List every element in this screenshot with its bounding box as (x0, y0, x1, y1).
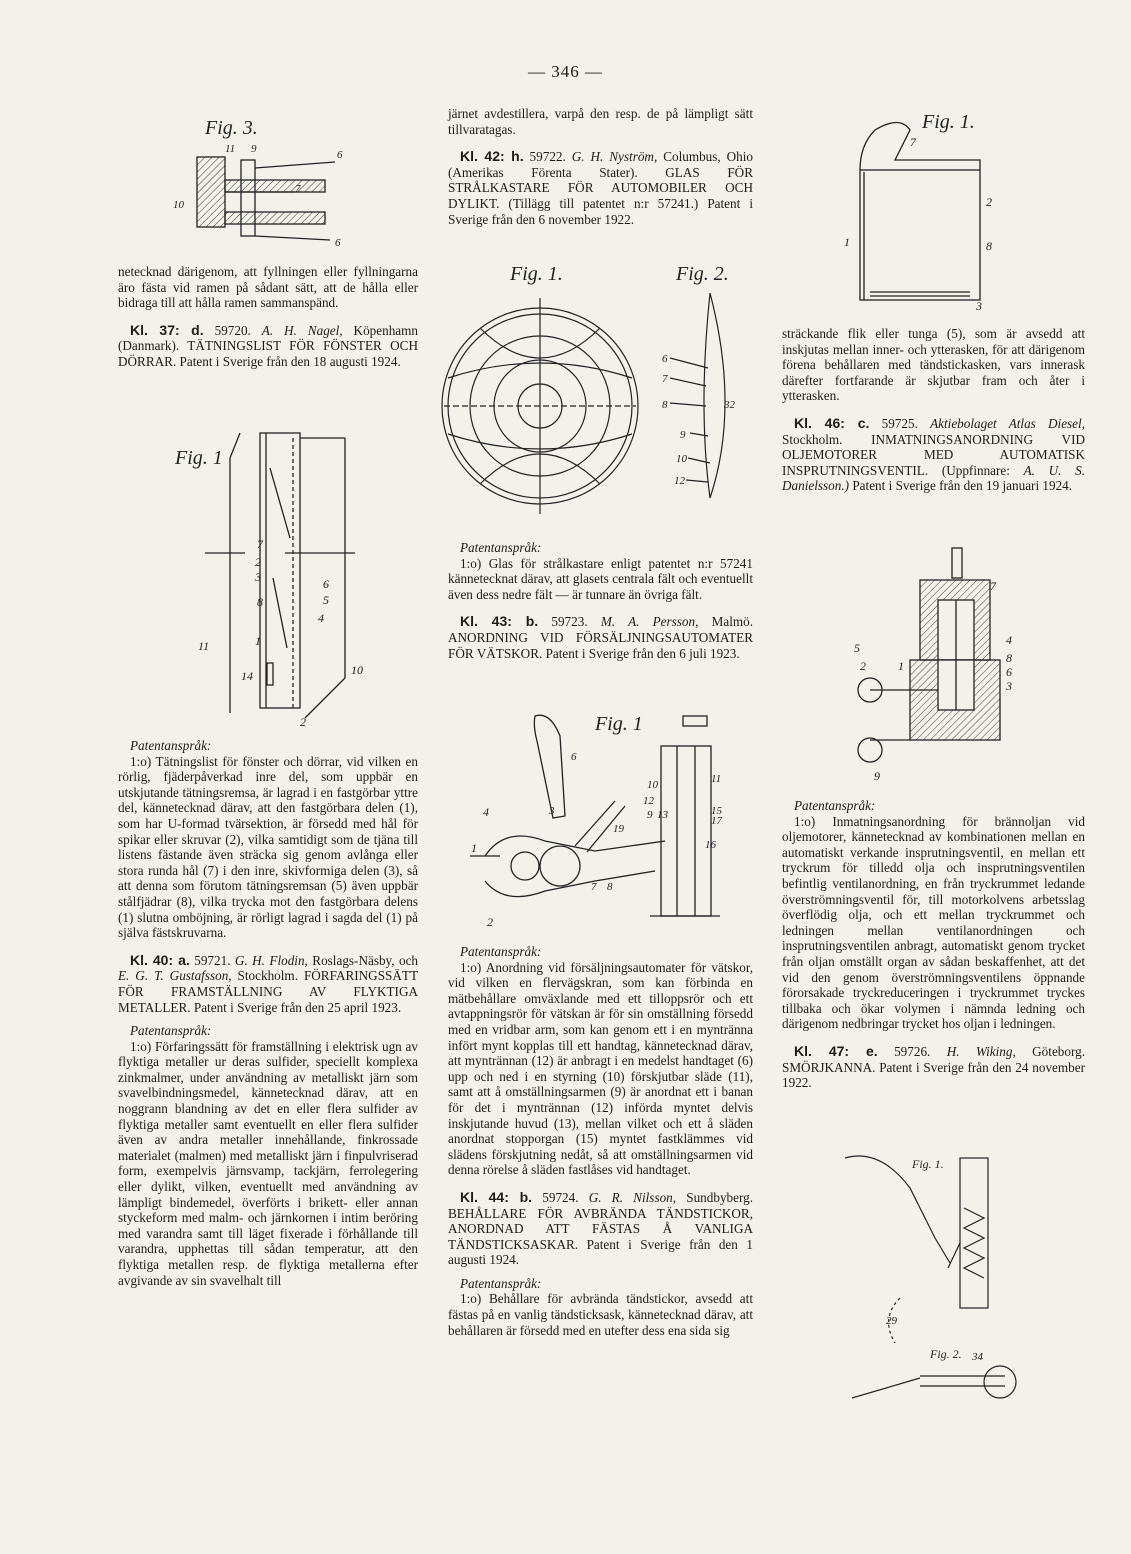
claim-59725: 1:o) Inmatningsanordning för brännoljan vid oljemotorer, kännetecknad av kombinationen mellan en automatiskt verkande insprutningsventil, en mellan ett tryckrum för tilledd olja och insprutningsventilen befintlig ventilanordning, en från tryckrummet ledande överströmningsventil för, till motorkolvens arbetsslag överflödig olja, och ett mellan tryckrummet och ledningen mellan ventilanordningen och insprutningsventilen anbragt, automatiskt genom trycket från oljan omställt organ av sådan beskaffenhet, att det vid den genom överströmningsventilens öppnande förorsakade tryckreduceringen i tryckrummet tryckes tillbaka och ökar volymen i nämnda ledning och därigenom nedbringar trycket hos oljan i ledningen. (782, 813, 1085, 1032)
svg-text:15: 15 (711, 805, 722, 817)
col2-intro: järnet avdestillera, varpå den resp. de på lämpligt sätt tillvaratagas. (448, 106, 753, 137)
figure-headlamp-glass (440, 258, 760, 528)
figure-vending-machine (465, 706, 740, 931)
claim-59723: 1:o) Anordning vid försäljningsautomater för vätskor, vid vilken en flervägskran, som kan förbinda en mätbehållare omväxlande med ett tilloppsrör och ett avtappningsrör för vätskan är för sin omställning försedd med en vridbar arm, som kan genom ett i en myntränna infört mynt kopplas till ett handtag, kännetecknad därav, att myntrännan (12) är anbragt i en medelst handtaget (6) upp och ned i en styrning (10) förskjutbar släde (11), samt att å omställningsarmen (9) är anordnat ett i banan för det i myntrännan (12) införda myntet delvis inskjutande huvud (13), mellan vilket och ett å släden anordnat stopporgan (15) myntet fastklämmes vid slädens förskjutning nedåt, så att omställningsarmen vid denna rörelse å släden fastlåses vid handtaget. (448, 959, 753, 1178)
svg-text:14: 14 (241, 669, 253, 683)
claim-59721: 1:o) Förfaringssätt för framställning i elektrisk ugn av flyktiga metaller ur deras sulfider, speciellt komplexa zinkmalmer, under användning av metalliskt järn som svavelbindningsmedel, kännetecknad därav, att en noggrann blandning av det en eller flera sulfider av flyktiga metaller samt eventuellt en eller flera sulfider även av andra metaller innehållande, finkrossade materialet (malmen) med metalliskt järn i finpulvriserad form, exempelvis järnsvamp, tackjärn, ferrolegering eller dylikt, vilken, eventuellt med användning av lämpligt bindemedel, överförts i brikett- eller annan styckeform med malm- och järnkornen i intim beröring med varandra samt till läget fixerade i förhållande till varandra, upphettas till sådan temperatur, att den flyktiga metallen resp. de flyktiga metallerna efter avgivande av sin svavelhalt till (118, 1038, 418, 1288)
svg-text:Fig. 1.: Fig. 1. (912, 1157, 944, 1171)
svg-text:4: 4 (318, 611, 324, 625)
figure-injection-valve (840, 540, 1040, 790)
column-1-lower (118, 730, 418, 1288)
svg-text:Fig. 2.: Fig. 2. (930, 1347, 962, 1361)
svg-text:11: 11 (225, 143, 236, 155)
svg-text:17: 17 (711, 815, 722, 827)
claim-59720: 1:o) Tätningslist för fönster och dörrar, vid vilken en rörlig, fjäderpåverkad inre del, som uppbär en utskjutande tätningsremsa, är lagrad i en fastgörbar yttre del, kännetecknad därav, att den fastgörbara delen (1), som har U-formad tvärsektion, är försedd med hål för spikar eller skruvar (2), vilka samtidigt som de tjäna till listens fästande även sträcka sig genom avlånga eller stora runda hål (7) i den inre, skivformiga delen (3), så att denna som förutom tätningsremsan (5) även uppbär stålfjädrar (8), vilka trycka mot den fastgörbara delens (1) slutna omböjning, är rörligt lagrad i sagda del (1) på själva fästskruvarna. (118, 753, 418, 941)
svg-text:6: 6 (323, 577, 329, 591)
svg-text:6: 6 (337, 149, 343, 161)
figure-3-window-frame (165, 112, 355, 252)
claim-heading: Patentanspråk: (460, 540, 542, 555)
svg-text:3: 3 (549, 805, 555, 817)
column-1 (118, 264, 418, 370)
svg-text:34: 34 (972, 1351, 983, 1363)
claim-heading: Patentanspråk: (460, 944, 542, 959)
patent-entry-59724: Kl. 44: b. 59724. G. R. Nilsson, Sundbyberg. BEHÅLLARE FÖR AVBRÄNDA TÄNDSTICKOR, ANORDNAD ATT FÄSTAS Å VANLIGA TÄNDSTICKSASKAR. Patent i Sverige från den 1 augusti 1924. Patentanspråk: 1:o) Behållare för avbrända tändstickor, avsedd att fästas på en vanlig tändsticksask, kännetecknad därav, att behållaren är försedd med en utefter dess ena sida sig (448, 1188, 754, 1338)
svg-text:10: 10 (676, 453, 687, 465)
svg-text:12: 12 (674, 475, 685, 487)
svg-text:8: 8 (1006, 651, 1012, 665)
svg-text:Fig. 1: Fig. 1 (175, 447, 223, 469)
page-number: — 346 — (528, 62, 603, 81)
svg-text:8: 8 (607, 881, 613, 893)
svg-text:6: 6 (571, 751, 577, 763)
svg-text:3: 3 (976, 299, 982, 313)
svg-text:5: 5 (323, 593, 329, 607)
claim-heading: Patentanspråk: (130, 738, 212, 753)
svg-text:2: 2 (300, 715, 306, 728)
svg-text:Fig. 2.: Fig. 2. (676, 263, 729, 285)
claim-heading: Patentanspråk: (460, 1275, 542, 1291)
claim-59722: 1:o) Glas för strålkastare enligt patentet n:r 57241 kännetecknat därav, att glasets centrala fält och eventuellt även dess nedre fält — är tunnare än övriga fält. (448, 555, 753, 602)
svg-text:10: 10 (647, 779, 658, 791)
svg-text:7: 7 (910, 135, 916, 149)
svg-text:1: 1 (471, 841, 477, 855)
patent-entry-59726: Kl. 47: e. 59726. H. Wiking, Göteborg. SMÖRJKANNA. Patent i Sverige från den 24 november 1922. (782, 1042, 1086, 1091)
column-3 (782, 326, 1085, 494)
svg-text:6: 6 (1006, 665, 1012, 679)
column-2-lower (448, 936, 753, 1338)
patent-entry-59725: Kl. 46: c. 59725. Aktiebolaget Atlas Diesel, Stockholm. INMATNINGSANORDNING VID OLJEMOTORER MED AUTOMATISK INSPRUTNINGSVENTIL. (Uppfinnare: A. U. S. Danielsson.) Patent i Sverige från den 19 januari 1924. (782, 414, 1086, 494)
svg-text:7: 7 (990, 579, 996, 593)
svg-text:10: 10 (351, 663, 363, 677)
svg-text:6: 6 (335, 237, 341, 249)
svg-text:6: 6 (662, 353, 668, 365)
svg-text:2: 2 (860, 659, 866, 673)
claim-heading: Patentanspråk: (794, 798, 876, 813)
claim-59724: 1:o) Behållare för avbrända tändstickor, avsedd att fästas på en vanlig tändsticksask, kännetecknad därav, att behållaren är försedd med en utefter dess ena sida sig (448, 1291, 753, 1338)
figure-oil-can (840, 1148, 1050, 1418)
svg-text:1: 1 (898, 659, 904, 673)
patent-entry-59720: Kl. 37: d. 59720. A. H. Nagel, Köpenhamn (Danmark). TÄTNINGSLIST FÖR FÖNSTER OCH DÖRRAR. Patent i Sverige från den 18 augusti 1924. (118, 321, 419, 369)
column-2-middle (448, 532, 753, 661)
svg-text:7: 7 (257, 537, 263, 551)
patent-entry-59721: Kl. 40: a. 59721. G. H. Flodin, Roslags-Näsby, och E. G. T. Gustafsson, Stockholm. FÖRFARINGSSÄTT FÖR FRAMSTÄLLNING AV FLYKTIGA METALLER. Patent i Sverige från den 25 april 1923. Patentanspråk: 1:o) Förfaringssätt för framställning i elektrisk ugn av flyktiga metaller ur deras sulfider, speciellt komplexa zinkmalmer, under användning av metalliskt järn som svavelbindningsmedel, kännetecknad därav, att en noggrann blandning av det en eller flera sulfider av flyktiga metaller samt eventuellt en eller flera sulfider även av andra metaller innehållande, finkrossade materialet (malmen) med metalliskt järn i finpulvriserad form, exempelvis järnsvamp, tackjärn, ferrolegering eller dylikt, vilken, eventuellt med användning av lämpligt bindemedel, överförts i brikett- eller annan styckeform med malm- och järnkornen i intim beröring med varandra samt till läget fixerade i förhållande till varandra, upphettas till sådan temperatur, att den flyktiga metallen resp. de flyktiga metallerna efter avgivande av sin svavelhalt till (118, 951, 419, 1288)
svg-text:Fig. 1.: Fig. 1. (922, 111, 975, 133)
fig3-label: Fig. 3. (205, 117, 258, 139)
figure-matchbox-holder (800, 100, 1030, 320)
svg-text:8: 8 (257, 595, 263, 609)
svg-text:9: 9 (647, 809, 653, 821)
claim-heading: Patentanspråk: (130, 1023, 212, 1039)
svg-text:16: 16 (705, 839, 716, 851)
svg-text:2: 2 (487, 915, 493, 929)
svg-text:2: 2 (986, 195, 992, 209)
col1-intro: netecknad därigenom, att fyllningen eller fyllningarna äro fästa vid ramen på sådant sätt, att de hålla eller bidraga till att hålla ramen sammanspänd. (118, 264, 418, 311)
svg-text:29: 29 (886, 1315, 897, 1327)
svg-text:9: 9 (680, 429, 686, 441)
svg-text:Fig. 1.: Fig. 1. (510, 263, 563, 285)
svg-text:12: 12 (643, 795, 654, 807)
svg-text:1: 1 (255, 634, 261, 648)
svg-text:7: 7 (591, 881, 597, 893)
svg-text:9: 9 (251, 143, 257, 155)
svg-text:5: 5 (854, 641, 860, 655)
svg-text:8: 8 (662, 399, 668, 411)
col3-intro: sträckande flik eller tunga (5), som är avsedd att inskjutas mellan inner- och ytterasken, för att därigenom förena behållaren med tändstickasken, vars innerask därefter fortfarande är skjutbar fram och åter i ytterasken. (782, 326, 1085, 404)
svg-text:2: 2 (255, 555, 261, 569)
svg-text:7: 7 (662, 373, 668, 385)
svg-text:4: 4 (1006, 633, 1012, 647)
svg-text:1: 1 (844, 235, 850, 249)
column-3-lower (782, 790, 1085, 1091)
svg-text:11: 11 (711, 773, 722, 785)
svg-text:3: 3 (1006, 679, 1012, 693)
svg-text:Fig. 1: Fig. 1 (595, 713, 643, 735)
svg-text:32: 32 (724, 399, 735, 411)
svg-text:13: 13 (657, 809, 668, 821)
column-2 (448, 106, 753, 227)
svg-text:19: 19 (613, 823, 624, 835)
figure-1-weatherstrip (165, 428, 395, 728)
svg-text:10: 10 (173, 199, 184, 211)
svg-text:4: 4 (483, 805, 489, 819)
svg-text:8: 8 (986, 239, 992, 253)
patent-entry-59722: Kl. 42: h. 59722. G. H. Nyström, Columbus, Ohio (Amerikas Förenta Stater). GLAS FÖR STRÅLKASTARE FÖR AUTOMOBILER OCH DYLIKT. (Tillägg till patentet n:r 57241.) Patent i Sverige från den 6 november 1922. (448, 148, 754, 227)
patent-entry-59723: Kl. 43: b. 59723. M. A. Persson, Malmö. ANORDNING VID FÖRSÄLJNINGSAUTOMATER FÖR VÄTSKOR. Patent i Sverige från den 6 juli 1923. (448, 613, 754, 661)
svg-text:9: 9 (874, 769, 880, 783)
svg-text:11: 11 (198, 639, 210, 653)
svg-text:3: 3 (255, 570, 261, 584)
